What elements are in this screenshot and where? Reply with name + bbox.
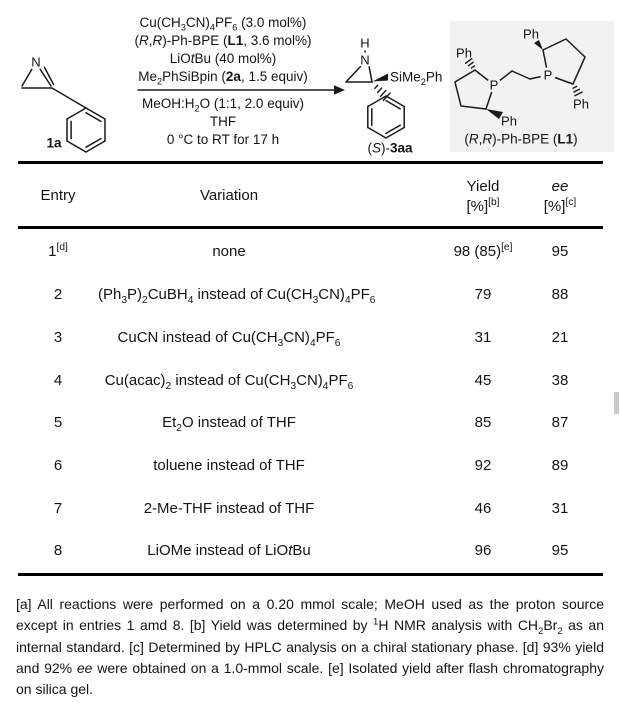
table-top-rule <box>18 161 603 164</box>
conditions-below-arrow <box>103 95 343 149</box>
condition-line: $MeOH:H_2O$ (1:1, 2.0 equiv) <box>142 96 304 114</box>
product-n-label: N <box>360 52 370 68</box>
product-structure <box>346 36 404 139</box>
reaction-arrow <box>138 85 345 95</box>
conditions-above-arrow <box>103 14 343 86</box>
col-header-ee: ee [%][c] <box>543 178 577 215</box>
ligand-ph-topright-label: Ph <box>523 26 539 42</box>
ligand-structure <box>455 39 585 119</box>
ee-cell: 31 <box>551 500 569 517</box>
entry-cell: 7 <box>53 500 63 517</box>
yield-cell: 85 <box>474 414 492 431</box>
entry-cell: 5 <box>53 414 63 431</box>
ee-cell: 89 <box>551 457 569 474</box>
variation-cell: 2-Me-THF instead of THF <box>143 500 315 517</box>
table-row <box>0 412 620 434</box>
table-row <box>0 498 620 520</box>
yield-cell: 96 <box>474 542 492 559</box>
table-row <box>0 370 620 392</box>
yield-cell: 98 (85)[e] <box>453 242 513 260</box>
ee-cell: 95 <box>551 542 569 559</box>
ee-cell: 95 <box>551 243 569 260</box>
scrollbar-thumb[interactable] <box>614 392 619 414</box>
yield-cell: 45 <box>474 372 492 389</box>
ligand-p2-label: P <box>543 67 553 83</box>
table-footnotes: [a] All reactions were performed on a 0.20 mmol scale; MeOH used as the proton source except in entries 1 amd 8. [b] Yield was determined by $^1$H NMR analysis with $CH_2Br_2$ as an internal standard. [c] Determined by HPLC analysis on a chiral stationary phase. [d] 93% yield and 92% ee were obtained on a 1.0-mmol scale. [e] Isolated yield after flash chromatography on silica gel. <box>16 596 605 698</box>
ligand-ph-topleft-label: Ph <box>456 45 472 61</box>
yield-cell: 46 <box>474 500 492 517</box>
yield-cell: 79 <box>474 286 492 303</box>
ee-cell: 88 <box>551 286 569 303</box>
yield-cell: 31 <box>474 329 492 346</box>
table-row <box>0 284 620 306</box>
entry-cell: 2 <box>53 286 63 303</box>
table-header-rule <box>18 226 603 229</box>
product-h-label: H <box>360 35 370 51</box>
substrate-n-label: N <box>31 54 41 70</box>
entry-cell: 4 <box>53 372 63 389</box>
variation-cell: $Cu(acac)_2$ instead of $Cu(CH_3CN)_4PF_6$ <box>104 372 354 392</box>
ee-cell: 87 <box>551 414 569 431</box>
entry-cell: 3 <box>53 329 63 346</box>
table-row <box>0 241 620 263</box>
product-silyl-label: SiMe$_2$Ph <box>390 69 443 88</box>
col-header-yield: Yield [%][b] <box>466 178 500 215</box>
variation-cell: toluene instead of THF <box>153 457 305 474</box>
ee-cell: 38 <box>551 372 569 389</box>
condition-line: $Me_2PhSiBpin$ (2a, 1.5 equiv) <box>138 69 308 87</box>
entry-cell: 6 <box>53 457 63 474</box>
yield-cell: 92 <box>474 457 492 474</box>
table-row <box>0 327 620 349</box>
table-row <box>0 540 620 562</box>
variation-cell: none <box>212 243 246 260</box>
ligand-ph-bottomright-label: Ph <box>573 96 589 112</box>
product-label: (S)-3aa <box>367 140 413 156</box>
condition-line: 0 °C to RT for 17 h <box>166 132 280 147</box>
condition-line: $Cu(CH_3CN)_4PF_6$ (3.0 mol%) <box>139 15 307 33</box>
variation-cell: $Et_2O$ instead of THF <box>162 414 296 434</box>
condition-line: (R,R)-Ph-BPE (L1, 3.6 mol%) <box>134 33 312 48</box>
col-header-entry: Entry <box>40 187 76 204</box>
entry-cell: 8 <box>53 542 63 559</box>
entry-cell: 1[d] <box>48 242 68 260</box>
col-header-variation: Variation <box>199 187 259 204</box>
ligand-p1-label: P <box>489 77 499 93</box>
table-bottom-rule <box>18 573 603 576</box>
table-row <box>0 455 620 477</box>
variation-cell: $(Ph_3P)_2CuBH_4$ instead of $Cu(CH_3CN)_4PF_6$ <box>98 286 376 306</box>
condition-line: LiOtBu (40 mol%) <box>169 51 277 66</box>
reaction-scheme <box>0 0 620 162</box>
ligand-ph-bottomleft-label: Ph <box>501 113 517 129</box>
condition-line: THF <box>209 114 237 129</box>
ligand-label: (R,R)-Ph-BPE (L1) <box>464 131 578 147</box>
variation-cell: CuCN instead of $Cu(CH_3CN)_4PF_6$ <box>117 329 341 349</box>
substrate-label: 1a <box>46 135 62 151</box>
ee-cell: 21 <box>551 329 569 346</box>
variation-cell: LiOMe instead of LiOtBu <box>147 542 311 559</box>
